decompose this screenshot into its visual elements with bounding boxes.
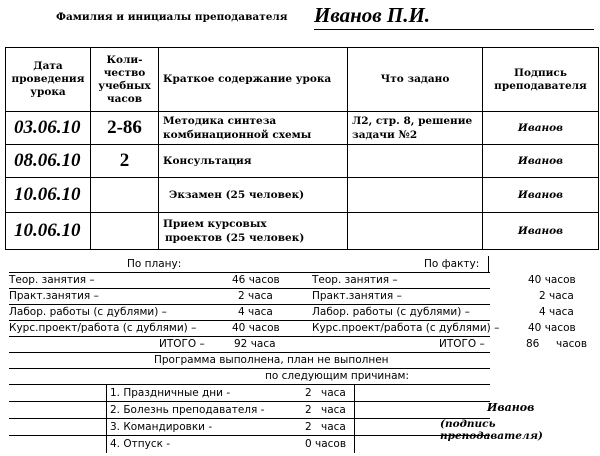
- reason-label: 1. Праздничные дни -: [110, 387, 231, 399]
- col-content-header: Краткое содержание урока: [159, 48, 348, 112]
- reason-row: [9, 385, 490, 402]
- table-row: [6, 112, 599, 145]
- lesson-hours: [91, 213, 159, 250]
- signature-name: Иванов: [487, 401, 535, 414]
- reason-unit: часа: [321, 421, 346, 433]
- lesson-signature: Иванов: [483, 213, 599, 250]
- reason-num: 2: [305, 404, 312, 416]
- summary-plan: 2 часа: [238, 290, 273, 302]
- reason-unit: часов: [315, 438, 347, 450]
- total-plan: 92 часа: [234, 338, 276, 350]
- lesson-assigned: Л2, стр. 8, решение задачи №2: [348, 112, 483, 145]
- program-status: Программа выполнена, план не выполнен: [154, 354, 389, 366]
- reason-row: [9, 419, 490, 436]
- summary-fact: 2 часа: [539, 290, 574, 302]
- lesson-content: Экзамен (25 человек): [159, 178, 348, 213]
- reason-label: 4. Отпуск -: [110, 438, 171, 450]
- table-row: [6, 145, 599, 178]
- summary-fact: 40 часов: [528, 322, 576, 334]
- signature-caption: (подпись преподавателя): [440, 418, 543, 442]
- summary-plan: 4 часа: [238, 306, 273, 318]
- summary-total-row: [9, 336, 588, 353]
- lesson-hours: 2-86: [91, 112, 159, 145]
- col-hours-header: Коли- чество учебных часов: [91, 48, 159, 112]
- lesson-hours: 2: [91, 145, 159, 178]
- total-fact-label: ИТОГО –: [439, 338, 485, 350]
- reason-unit: часа: [321, 404, 346, 416]
- teacher-name: Иванов П.И.: [314, 3, 431, 27]
- col-assigned-header: Что задано: [348, 48, 483, 112]
- summary-plan: 46 часов: [232, 274, 280, 286]
- col-signature-header: Подпись преподавателя: [483, 48, 599, 112]
- summary-row: [9, 272, 576, 289]
- summary-plan: 40 часов: [232, 322, 280, 334]
- summary-row: [9, 304, 574, 321]
- summary-label: Курс.проект/работа (с дублями) –: [9, 322, 197, 334]
- lessons-table: [5, 47, 599, 250]
- lesson-assigned: [348, 145, 483, 178]
- summary-label: Теор. занятия –: [9, 274, 95, 286]
- reason-label: 3. Командировки -: [110, 421, 213, 433]
- reason-num: 2: [305, 387, 312, 399]
- lesson-hours: [91, 178, 159, 213]
- reasons-header-row: [9, 368, 490, 385]
- summary-header-row: [9, 256, 490, 273]
- col-date-header: Дата проведения урока: [6, 48, 91, 112]
- summary-fact-label: Практ.занятия –: [312, 290, 402, 302]
- teacher-underline: [314, 29, 594, 30]
- lesson-signature: Иванов: [483, 112, 599, 145]
- summary-row: [9, 320, 576, 337]
- lesson-content: Консультация: [159, 145, 348, 178]
- reason-row: [9, 402, 490, 419]
- lesson-date: 08.06.10: [6, 145, 91, 178]
- lesson-signature: Иванов: [483, 178, 599, 213]
- fact-header: По факту:: [424, 258, 480, 270]
- reason-label: 2. Болезнь преподавателя -: [110, 404, 265, 416]
- lesson-content: Прием курсовых проектов (25 человек): [159, 213, 348, 250]
- table-row: [6, 178, 599, 213]
- lesson-signature: Иванов: [483, 145, 599, 178]
- total-fact-num: 86: [526, 338, 540, 350]
- lesson-date: 03.06.10: [6, 112, 91, 145]
- lesson-date: 10.06.10: [6, 178, 91, 213]
- teacher-label: Фамилия и инициалы преподавателя: [56, 11, 288, 23]
- summary-label: Практ.занятия –: [9, 290, 99, 302]
- lesson-date: 10.06.10: [6, 213, 91, 250]
- summary-fact: 40 часов: [528, 274, 576, 286]
- summary-fact-label: Курс.проект/работа (с дублями) –: [312, 322, 500, 334]
- plan-header: По плану:: [127, 258, 182, 270]
- reason-row: [9, 436, 490, 452]
- table-header-row: [6, 48, 599, 112]
- table-row: [6, 213, 599, 250]
- summary-status-row: [9, 352, 490, 369]
- reason-unit: часа: [321, 387, 346, 399]
- lesson-content: Методика синтеза комбинационной схемы: [159, 112, 348, 145]
- reason-num: 0: [305, 438, 312, 450]
- lesson-assigned: [348, 213, 483, 250]
- total-fact-unit: часов: [556, 338, 588, 350]
- summary-fact-label: Лабор. работы (с дублями) –: [312, 306, 470, 318]
- total-plan-label: ИТОГО –: [159, 338, 205, 350]
- reasons-header: по следующим причинам:: [265, 370, 409, 382]
- lesson-assigned: [348, 178, 483, 213]
- reason-num: 2: [305, 421, 312, 433]
- summary-fact: 4 часа: [539, 306, 574, 318]
- summary-label: Лабор. работы (с дублями) –: [9, 306, 167, 318]
- summary-row: [9, 288, 574, 305]
- summary-fact-label: Теор. занятия –: [312, 274, 398, 286]
